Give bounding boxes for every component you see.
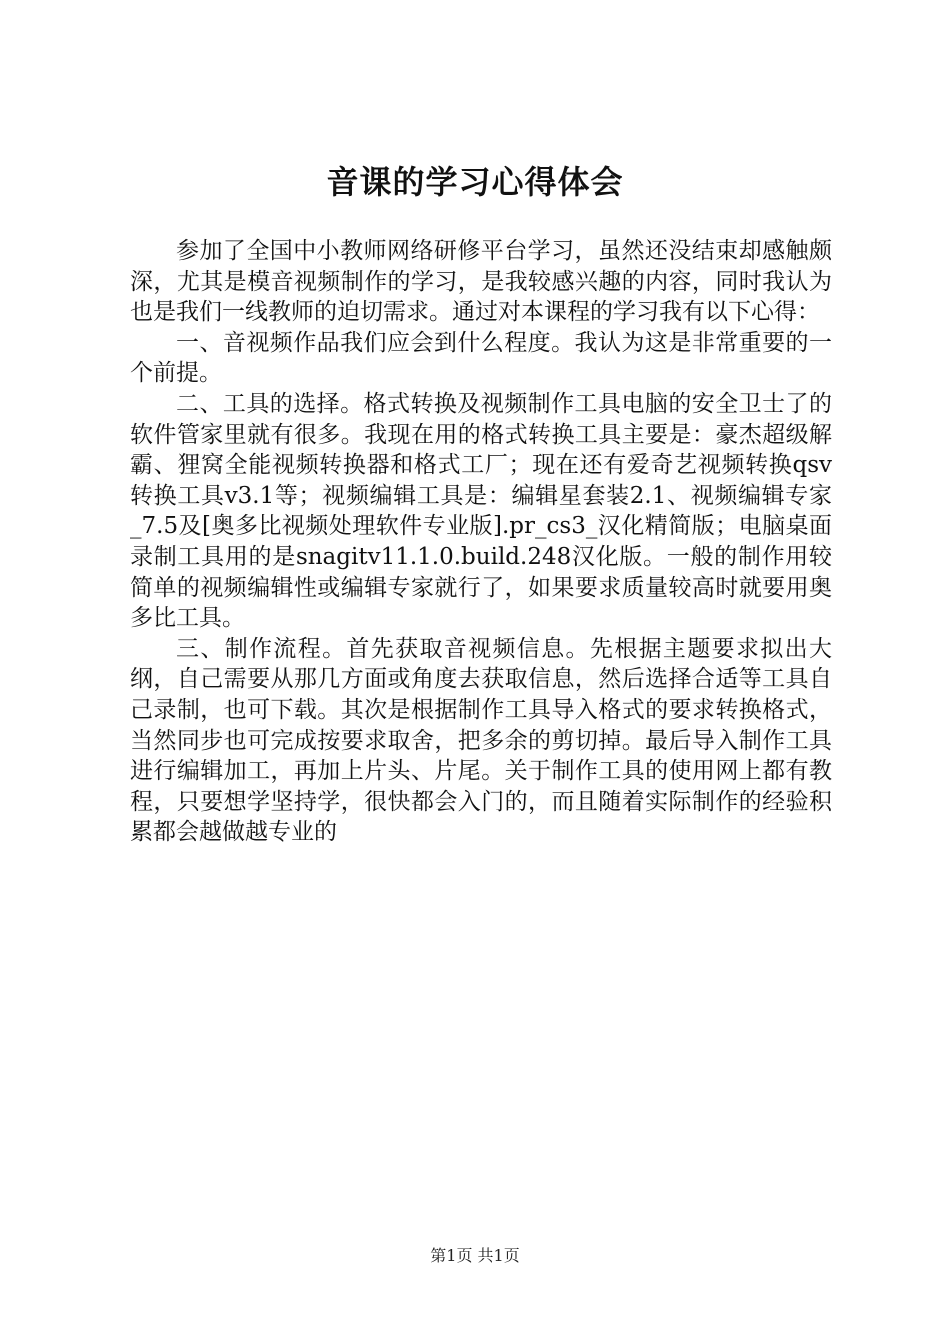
- document-body: [130, 236, 832, 848]
- paragraph-point-3: 三、制作流程。首先获取音视频信息。先根据主题要求拟出大纲，自己需要从那几方面或角度去获取信息，然后选择合适等工具自己录制，也可下载。其次是根据制作工具导入格式的要求转换格式，当然同步也可完成按要求取舍，把多余的剪切掉。最后导入制作工具进行编辑加工，再加上片头、片尾。关于制作工具的使用网上都有教程，只要想学坚持学，很快都会入门的，而且随着实际制作的经验积累都会越做越专业的: [130, 635, 832, 846]
- document-title: 音课的学习心得体会: [326, 163, 624, 201]
- paragraph-point-2: 二、工具的选择。格式转换及视频制作工具电脑的安全卫士了的软件管家里就有很多。我现在用的格式转换工具主要是：豪杰超级解霸、狸窝全能视频转换器和格式工厂；现在还有爱奇艺视频转换qsv转换工具v3.1等；视频编辑工具是：编辑星套装2.1、视频编辑专家_7.5及[奥多比视频处理软件专业版].pr_cs3_汉化精简版；电脑桌面录制工具用的是snagitv11.1.0.build.248汉化版。一般的制作用较简单的视频编辑性或编辑专家就行了，如果要求质量较高时就要用奥多比工具。: [130, 390, 832, 632]
- paragraph-intro: 参加了全国中小教师网络研修平台学习，虽然还没结束却感触颇深，尤其是模音视频制作的学习，是我较感兴趣的内容，同时我认为也是我们一线教师的迫切需求。通过对本课程的学习我有以下心得：: [130, 238, 832, 326]
- paragraph-point-1: 一、音视频作品我们应会到什么程度。我认为这是非常重要的一个前提。: [130, 329, 832, 387]
- page-number-footer: 第1页 共1页: [430, 1246, 520, 1265]
